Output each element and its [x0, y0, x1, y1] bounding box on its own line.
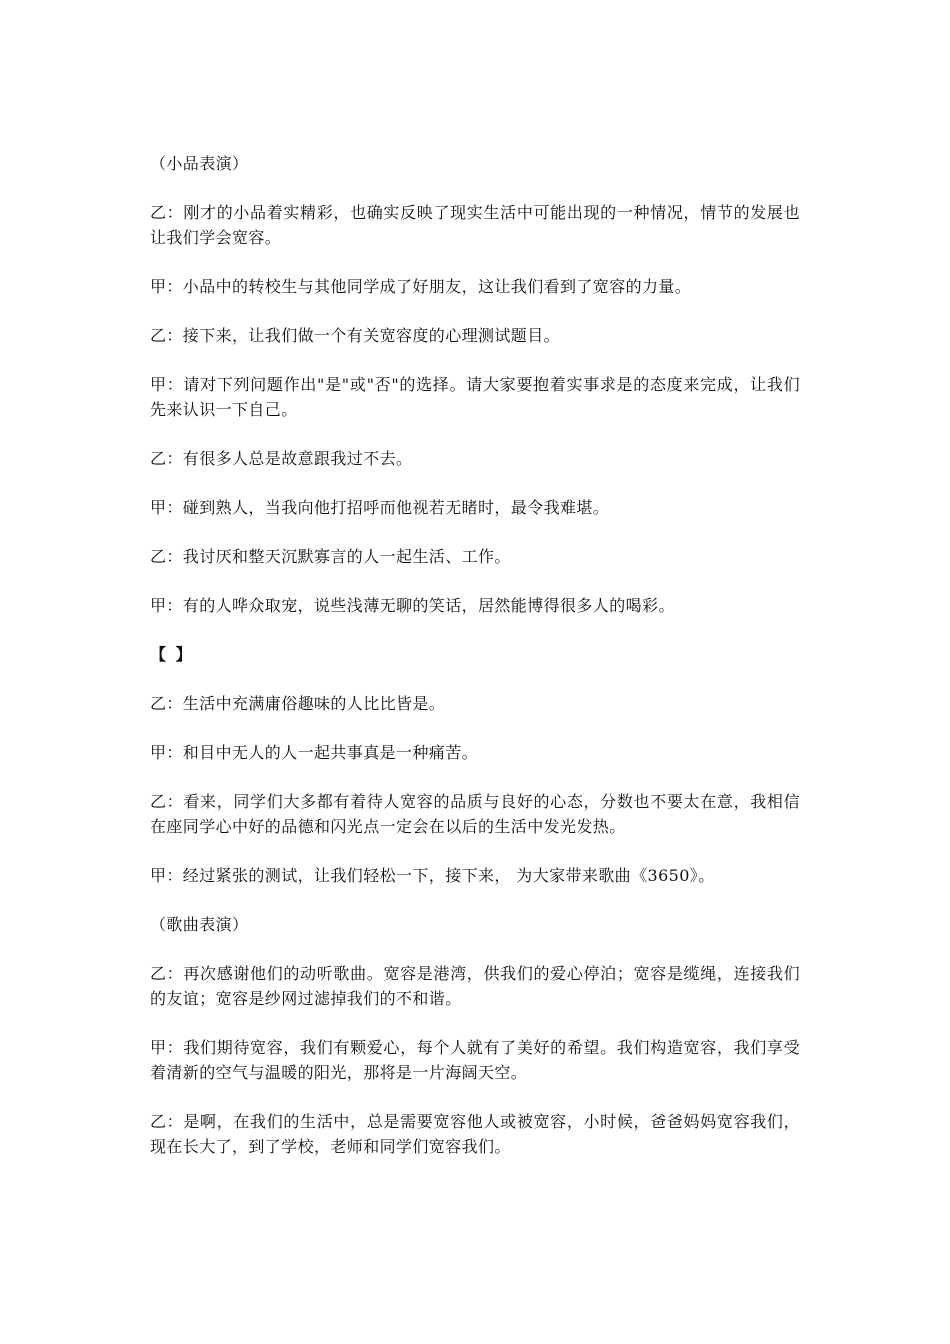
dialogue-line: 甲：和目中无人的人一起共事真是一种痛苦。	[150, 743, 479, 762]
dialogue-line: 甲：经过紧张的测试，让我们轻松一下，接下来， 为大家带来歌曲《3650》。	[150, 866, 715, 885]
bracket-marker: 【 】	[150, 645, 194, 664]
dialogue-line: 乙：生活中充满庸俗趣味的人比比皆是。	[150, 694, 446, 713]
dialogue-line: 甲：有的人哗众取宠，说些浅薄无聊的笑话，居然能博得很多人的喝彩。	[150, 596, 675, 615]
dialogue-line: 乙：看来，同学们大多都有着待人宽容的品质与良好的心态，分数也不要太在意，我相信在座同学心中好的品德和闪光点一定会在以后的生活中发光发热。	[150, 792, 800, 836]
dialogue-line: 乙：再次感谢他们的动听歌曲。宽容是港湾，供我们的爱心停泊；宽容是缆绳，连接我们的友谊；宽容是纱网过滤掉我们的不和谐。	[150, 964, 800, 1008]
stage-direction-song: （歌曲表演）	[150, 915, 249, 934]
dialogue-line: 乙：我讨厌和整天沉默寡言的人一起生活、工作。	[150, 547, 511, 566]
dialogue-line: 乙：接下来，让我们做一个有关宽容度的心理测试题目。	[150, 326, 561, 345]
dialogue-line: 甲：请对下列问题作出"是"或"否"的选择。请大家要抱着实事求是的态度来完成，让我们先来认识一下自己。	[150, 375, 800, 419]
dialogue-line: 乙：有很多人总是故意跟我过不去。	[150, 449, 413, 468]
stage-direction-skit: （小品表演）	[150, 154, 249, 173]
dialogue-line: 乙：刚才的小品着实精彩，也确实反映了现实生活中可能出现的一种情况，情节的发展也让我们学会宽容。	[150, 203, 800, 247]
dialogue-line: 甲：小品中的转校生与其他同学成了好朋友，这让我们看到了宽容的力量。	[150, 277, 692, 296]
dialogue-line: 甲：碰到熟人，当我向他打招呼而他视若无睹时，最令我难堪。	[150, 498, 610, 517]
dialogue-line: 甲：我们期待宽容，我们有颗爱心，每个人就有了美好的希望。我们构造宽容，我们享受着清新的空气与温暖的阳光，那将是一片海阔天空。	[150, 1038, 800, 1082]
document-page	[150, 151, 800, 1183]
dialogue-line: 乙：是啊，在我们的生活中，总是需要宽容他人或被宽容，小时候，爸爸妈妈宽容我们，现在长大了，到了学校，老师和同学们宽容我们。	[150, 1112, 800, 1156]
